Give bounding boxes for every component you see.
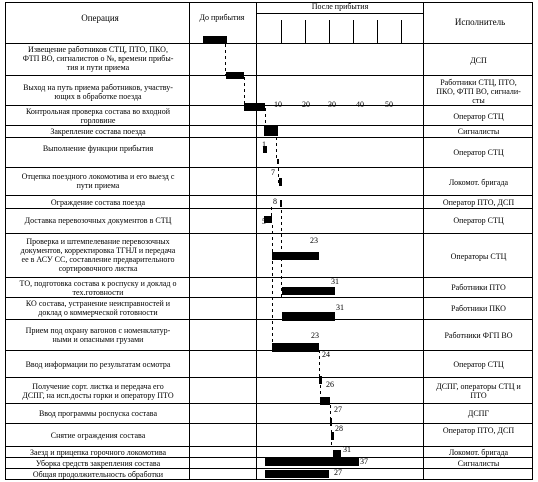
bar	[330, 418, 332, 426]
bar	[265, 458, 359, 466]
operation-text: Отцепка поездного локомотива и его выезд с пути приема	[21, 172, 175, 190]
executor-text: Оператор СТЦ	[453, 112, 504, 121]
operation-text: Ограждение состава поезда	[50, 198, 146, 207]
bar-label: 23	[310, 236, 318, 245]
operation-text: Контрольная проверка состава во входной горловине	[25, 107, 170, 125]
executor-text: Оператор ПТО, ДСП	[442, 198, 515, 207]
bar	[272, 343, 319, 352]
operation-text: Общая продолжительность обработки	[32, 470, 164, 479]
executor-text: Сигналисты	[457, 127, 500, 136]
bar	[265, 470, 329, 478]
operation-text: Выполнение функции прибытия	[42, 144, 154, 153]
executor-text: Работники ПТО	[451, 283, 506, 292]
operation-text: Получение сорт. листка и передача его ДСПГ, на исп.досты горки и оператору ПТО	[22, 382, 174, 400]
bar-label: 1	[262, 140, 266, 149]
bar	[264, 126, 278, 136]
bar-label: 31	[331, 277, 339, 286]
bar-label: 27	[334, 405, 342, 414]
scale-label: 40	[356, 100, 364, 109]
bar-label: 28	[335, 424, 343, 433]
bar-label: 31	[336, 303, 344, 312]
header-operation: Операция	[81, 13, 119, 23]
bar	[244, 103, 265, 111]
executor-text: Оператор СТЦ	[453, 360, 504, 369]
operation-text: Заезд и прицепка горочного локомотива	[29, 448, 167, 457]
bar-label: 31	[343, 445, 351, 454]
bar-label: 24	[322, 350, 330, 359]
operation-text: Выход на путь приема работников, участву- ющих в обработке поезда	[23, 83, 173, 101]
header-after: После прибытия	[311, 2, 369, 11]
executor-text: Сигналисты	[457, 459, 500, 468]
bar	[279, 178, 282, 186]
bar-label: 37	[360, 457, 368, 466]
bar	[333, 450, 341, 457]
operation-text: Уборка средств закрепления состава	[35, 459, 161, 468]
operation-text: КО состава, устранение неисправностей и доклад о коммерческой готовности	[25, 299, 171, 317]
bar	[203, 36, 227, 44]
bar-label: 8	[273, 197, 277, 206]
executor-text: Работники ФГП ВО	[444, 331, 513, 340]
executor-text: Работники ПКО	[451, 304, 506, 313]
bar	[226, 72, 244, 79]
scale-label: 10	[274, 100, 282, 109]
operation-text: ТО, подготовка состава к роспуску и доклад о тех.готовности	[19, 279, 177, 297]
operation-text: Снятие ограждения состава	[50, 431, 146, 440]
executor-text: Локомот. бригада	[448, 178, 509, 187]
bar	[282, 287, 335, 295]
bar-label: 5	[262, 217, 266, 226]
executor-text: Оператор ПТО, ДСП	[442, 426, 515, 435]
bar	[331, 432, 334, 440]
header-before: До прибытия	[199, 13, 245, 22]
operation-text: Закрепление состава поезда	[50, 127, 146, 136]
operation-text: Ввод программы роспуска состава	[38, 409, 158, 418]
bar	[320, 397, 330, 405]
bar	[319, 376, 322, 384]
scale-label: 50	[385, 100, 393, 109]
executor-text: Локомот. бригада	[448, 448, 509, 457]
header-executor: Исполнитель	[454, 17, 506, 27]
scale-label: 20	[302, 100, 310, 109]
bar	[272, 252, 319, 260]
bar-label: 7	[271, 168, 275, 177]
bar-label: 26	[326, 380, 334, 389]
executor-text: ДСПГ	[467, 409, 490, 418]
operation-text: Проверка и штемпелевание перевозочных документов, корректировка ТГНЛ и передача ее в АСУ СС, составление предварительного сортировочного листка	[20, 237, 176, 273]
executor-text: ДСПГ, операторы СТЦ и ПТО	[436, 382, 521, 400]
scale-label: 30	[328, 100, 336, 109]
operation-text: Прием под охрану вагонов с номенклатур- ными и опасными грузами	[25, 326, 171, 344]
executor-text: Оператор СТЦ	[453, 216, 504, 225]
operation-text: Доставка перевозочных документов в СТЦ	[24, 216, 172, 225]
executor-text: Операторы СТЦ	[450, 252, 507, 261]
bar	[282, 312, 335, 321]
operation-text: Ввод информации по результатам осмотра	[25, 360, 171, 369]
bar	[277, 159, 279, 164]
operation-text: Извещение работников СТЦ, ПТО, ПКО, ФТП ВО, сигналистов о №, времени прибы- тия и пути приема	[22, 45, 174, 72]
bar-label: 27	[334, 468, 342, 477]
executor-text: Оператор СТЦ	[453, 148, 504, 157]
bar	[280, 200, 282, 207]
executor-text: ДСП	[470, 56, 487, 65]
executor-text: Работники СТЦ, ПТО, ПКО, ФТП ВО, сигнали- сты	[436, 78, 521, 105]
bar-label: 23	[311, 331, 319, 340]
